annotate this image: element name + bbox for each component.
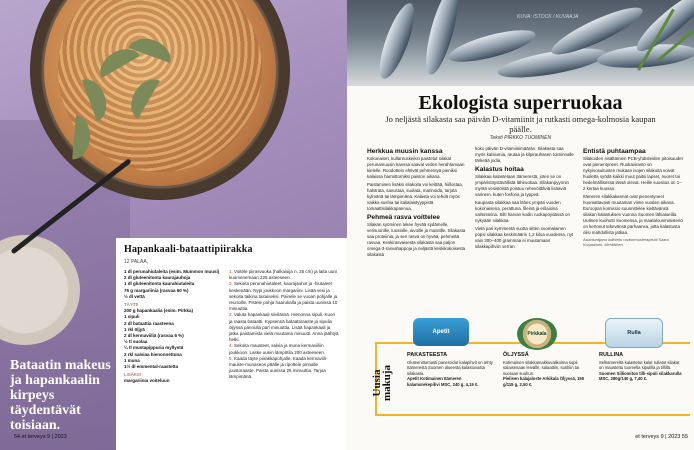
ingredient: 1½ dl emmental-raastetta: [124, 364, 179, 370]
paragraph: Itämeren silakkakannat ovat pienentyneet huomattavasti muutaman viime vuoden aikana. Euroopan komissio suunnittelee kieltävänsä silakan kalastuksen vuonna Suomen lähialueilla. Uutinen kuohutti Suomessa, ja maatalousministeriö on kertonut tekevänsä parhaansa, jotta kalastusta olisi mahdollista jatkaa.: [583, 194, 683, 235]
step-number: 4.: [229, 343, 233, 349]
right-page: [347, 0, 694, 450]
product-description: [407, 360, 493, 387]
ingredient: 1 dl perunahiutaleita (esim. Mummon muusi): [124, 269, 220, 274]
product-name: RULLINA: [599, 352, 624, 358]
ingredient: 1 dl gluteenitonta kaurahiutaleita: [124, 281, 195, 287]
section-heading: Entistä puhtaampaa: [583, 148, 646, 155]
recipe-title: Hapankaali-bataattipiirakka: [124, 244, 253, 255]
paragraph: Silakan syöminen tekee hyvää sydämelle, verisuonille, luustolle, aivoille ja muistille. Silakasta saa proteiinia, ja sen rasva on hyvää, pehmeää rasvaa. Keskirasvaisesta silakasta saa paljon omega-3-rasvahappoja ja neljästä keskikokoisesta silakasta: [367, 222, 466, 257]
herring-fish: [373, 0, 421, 82]
product-package-icon: [605, 318, 663, 348]
package-brand: Apetit: [432, 329, 450, 335]
photo-credit: KUVA: ISTOCK / KUVAAJA: [517, 14, 579, 20]
photo-caption: Bataatin makeus ja hapankaalin kirpeys täydentävät toisiaan.: [10, 358, 111, 433]
ingredient: ½ dl vettä: [124, 293, 145, 299]
paragraph: Kokonaiset, kullanruskeiksi paistetut silakat perunamuusin kanssa saavat veden herahtamaan kielelle. Ruodottein ehtivät pehmentyä pieniksi kalaissa harmittomiksi paiston aikana.: [367, 156, 465, 179]
section-heading: Herkkua muusin kanssa: [367, 148, 443, 155]
ingredient: ½ tl suolaa: [124, 339, 148, 345]
section-heading: Kalastus hoitaa: [475, 166, 524, 173]
package-brand: Rulla: [627, 330, 641, 336]
article-lead: Jo neljästä silakasta saa päivän D-vitamiinit ja rutkasti omega-kolmosia kaupan päälle.: [385, 114, 656, 134]
ingredient: ¼ tl mustapippuria myllystä: [124, 345, 184, 351]
page-number-right: et terveys 9 | 2023 55: [635, 434, 688, 440]
step-text: Voitele piirasvuoka (halkaisija n. 25 cm) ja laita uuni kuumenemaan 225 asteeseen.: [229, 269, 337, 281]
fish-photo: [347, 0, 694, 86]
step-text: Sekoita mausteet, salvia ja muna kermaviiliin joukkoon. Laske uunin lämpötila 200 asteeseen.: [229, 343, 326, 355]
product-price: Suomen Silliomiton tilli-sipuli silakkarulla MSC, 280g/140 g, 7,40 €.: [599, 370, 682, 382]
ingredient: 75 g margariinia (rasvaa 60 %): [124, 287, 189, 293]
paragraph: koko päivän D-vitamiinimäärän. Silakasta saa myös kalsiumia, rautaa ja kilpirauhasen toiminnalle tärkeää jodia.: [475, 146, 574, 163]
product-package-icon: [517, 318, 557, 350]
product-name: ÖLJYSSÄ: [503, 352, 529, 358]
product-price: Apetit Kotimainen Itämeren kalamurekepihvi MSC, 240 g, 4,15 €.: [407, 376, 479, 387]
ingredient: 2 dl kermaviiliä (rasvaa 6 %): [124, 333, 184, 339]
ingredient: margariinia voiteluun: [124, 378, 170, 384]
package-brand: Pirkkala: [527, 331, 547, 337]
paragraph: Silakkaa kalastetaan Itämerestä, joten se on ympäristöystävällistä lähiruokaa. Silakanpyynnin myötä vesistöistä poistuu rehevöittäviä lisäaviä varinem, kuten fosforia ja typpeä.: [475, 174, 569, 197]
recipe-servings: 12 PALAA,: [124, 259, 149, 265]
product-text: Selkämereltä kalastetut kalat rullatut silakat on maustettu tuoreella sipulilla ja tillillä.: [599, 360, 680, 371]
step-number: 3.: [229, 312, 233, 318]
recipe-step: [229, 269, 339, 281]
herring-fish: [420, 0, 465, 77]
paragraph: Vielä pari kymmentä vuotta sitten suomalainen popsi silakkaa keskimäärin 1,2 kiloa vuodessa, nyt vain 300–400 grammaa ei muutamaan silakkapihviin verran.: [475, 226, 574, 249]
article-column-2: [475, 146, 575, 252]
step-text: Sekoita perunahiutaleet, kaurajauhot ja -hiutaleet keskenään. Nypi joukkoon margariini. Lisää vesi ja sekoita taikina tasaiseksi. Painele se vuoan pohjalle ja reunoille. Pistele pohja haarukalla ja paista uunissa 10 minuuttia.: [229, 281, 338, 312]
product-price: Pielisen kalajaloste Arkikala Öljyssä, 150 g/115 g, 2,50 €.: [503, 376, 585, 387]
recipe-card: [116, 238, 347, 450]
product-package-icon: [413, 318, 469, 346]
paragraph: Paistamisen lisäksi silakoita voi keittää, hiillostaa, halstrata, savustaa, suolata, marinoida, tarjota kylmänä tai lämpimänä. Kalasta voi tehdä myös vaikka sushia tai italialaistyyppistä tomaattisilakkapannua.: [367, 182, 463, 211]
recipe-step: [229, 356, 339, 381]
section-heading-tayte: TÄYTE: [124, 302, 139, 308]
recipe-step: [229, 312, 339, 343]
ingredient: 2 dl gluteenitonta kaurajauhoja: [124, 275, 191, 281]
step-text: Valuta hapankaali siivilässä. Hienonna sipuli. Kuori ja raasta bataatti. Kypsennä bataattiraaste ja sipulia öljyssä pannulla pari minuuttia. Lisää hapankaali ja jatka paistamista vielä muutama minuutti. Anna jäähtyä hetki.: [229, 312, 339, 343]
step-number: 5.: [229, 355, 233, 361]
recipe-step: [229, 281, 339, 312]
new-products-box: [371, 312, 690, 416]
ingredient: 1 sipuli: [124, 314, 140, 320]
byline: Teksti PIRKKO TUOMINEN: [489, 135, 552, 141]
section-heading: Pehmeä rasva voittelee: [367, 214, 440, 221]
step-text: Kaada täyte piirakkapohjalle. Kaada kermaviili-mauste-munaseos päälle ja ripottele pinnalle juustoraaste. Paista uunissa 25 minuuttia. Tarjoa lämpimänä.: [229, 355, 328, 380]
product-text: Kotimainen silakkamakkuvalikoima sopii salaisenaan leivälle, salaattiin, sushiin tai suoraan suuhun.: [503, 360, 580, 376]
new-products-label: Uusia makuja: [371, 364, 393, 401]
recipe-step: [229, 343, 339, 355]
steps-column: [229, 269, 339, 381]
product-description: [599, 360, 685, 382]
article-column-1: [367, 146, 467, 260]
ingredient: 2 rkl salviaa hienonnettuna: [124, 351, 182, 357]
ingredient: 1 rkl öljyä: [124, 326, 145, 332]
article-column-3: [583, 146, 683, 248]
step-number: 1.: [229, 269, 233, 274]
product-name: PAKASTEESTA: [407, 352, 448, 358]
section-heading-lisaksi: LISÄKSI: [124, 372, 142, 378]
ingredient: 1 muna: [124, 357, 140, 363]
expert-credit: Asiantuntijana lailliseltu ravitsemusterapeutti Saara Korjatainen, Mehiläinen.: [583, 238, 669, 247]
page-number-left: 54 et terveys 9 | 2023: [14, 434, 67, 440]
product-text: Gluteenittomasti paneroidut kalapihvit on tehty Itämerestä Suomen alueesta kalastuvasta silakasta.: [407, 360, 493, 376]
article-title: Ekologista superruokaa: [418, 92, 623, 114]
paragraph: Kaupasta silakkaa saa lähes ympäri vuoden kokonaisena, perattuna, fileinä ja erilaisina valmisteina. Silti harvan kodin ruokapöydässä on nykyään silakkaa.: [475, 200, 570, 223]
step-number: 2.: [229, 281, 233, 287]
product-description: [503, 360, 589, 387]
ingredient: 2 dl bataattia raasteena: [124, 320, 174, 326]
paragraph: Silakoiden sisältämien PCB-yhdisteiden pitoisuudet ovat pienentyneet. Ruokavirasto on nykyisosuitusten mukaan isojen silakoita voivat huoletta syödä kaikki muut paitsi lapset, nuoret tai hedelmällisessä iässä olevat. Heille suositus on 1–2 kertaa kuussa.: [583, 156, 683, 191]
ingredients-column: [124, 269, 226, 385]
ingredient: 200 g hapankaalia (esim. Pirkka): [124, 308, 194, 314]
